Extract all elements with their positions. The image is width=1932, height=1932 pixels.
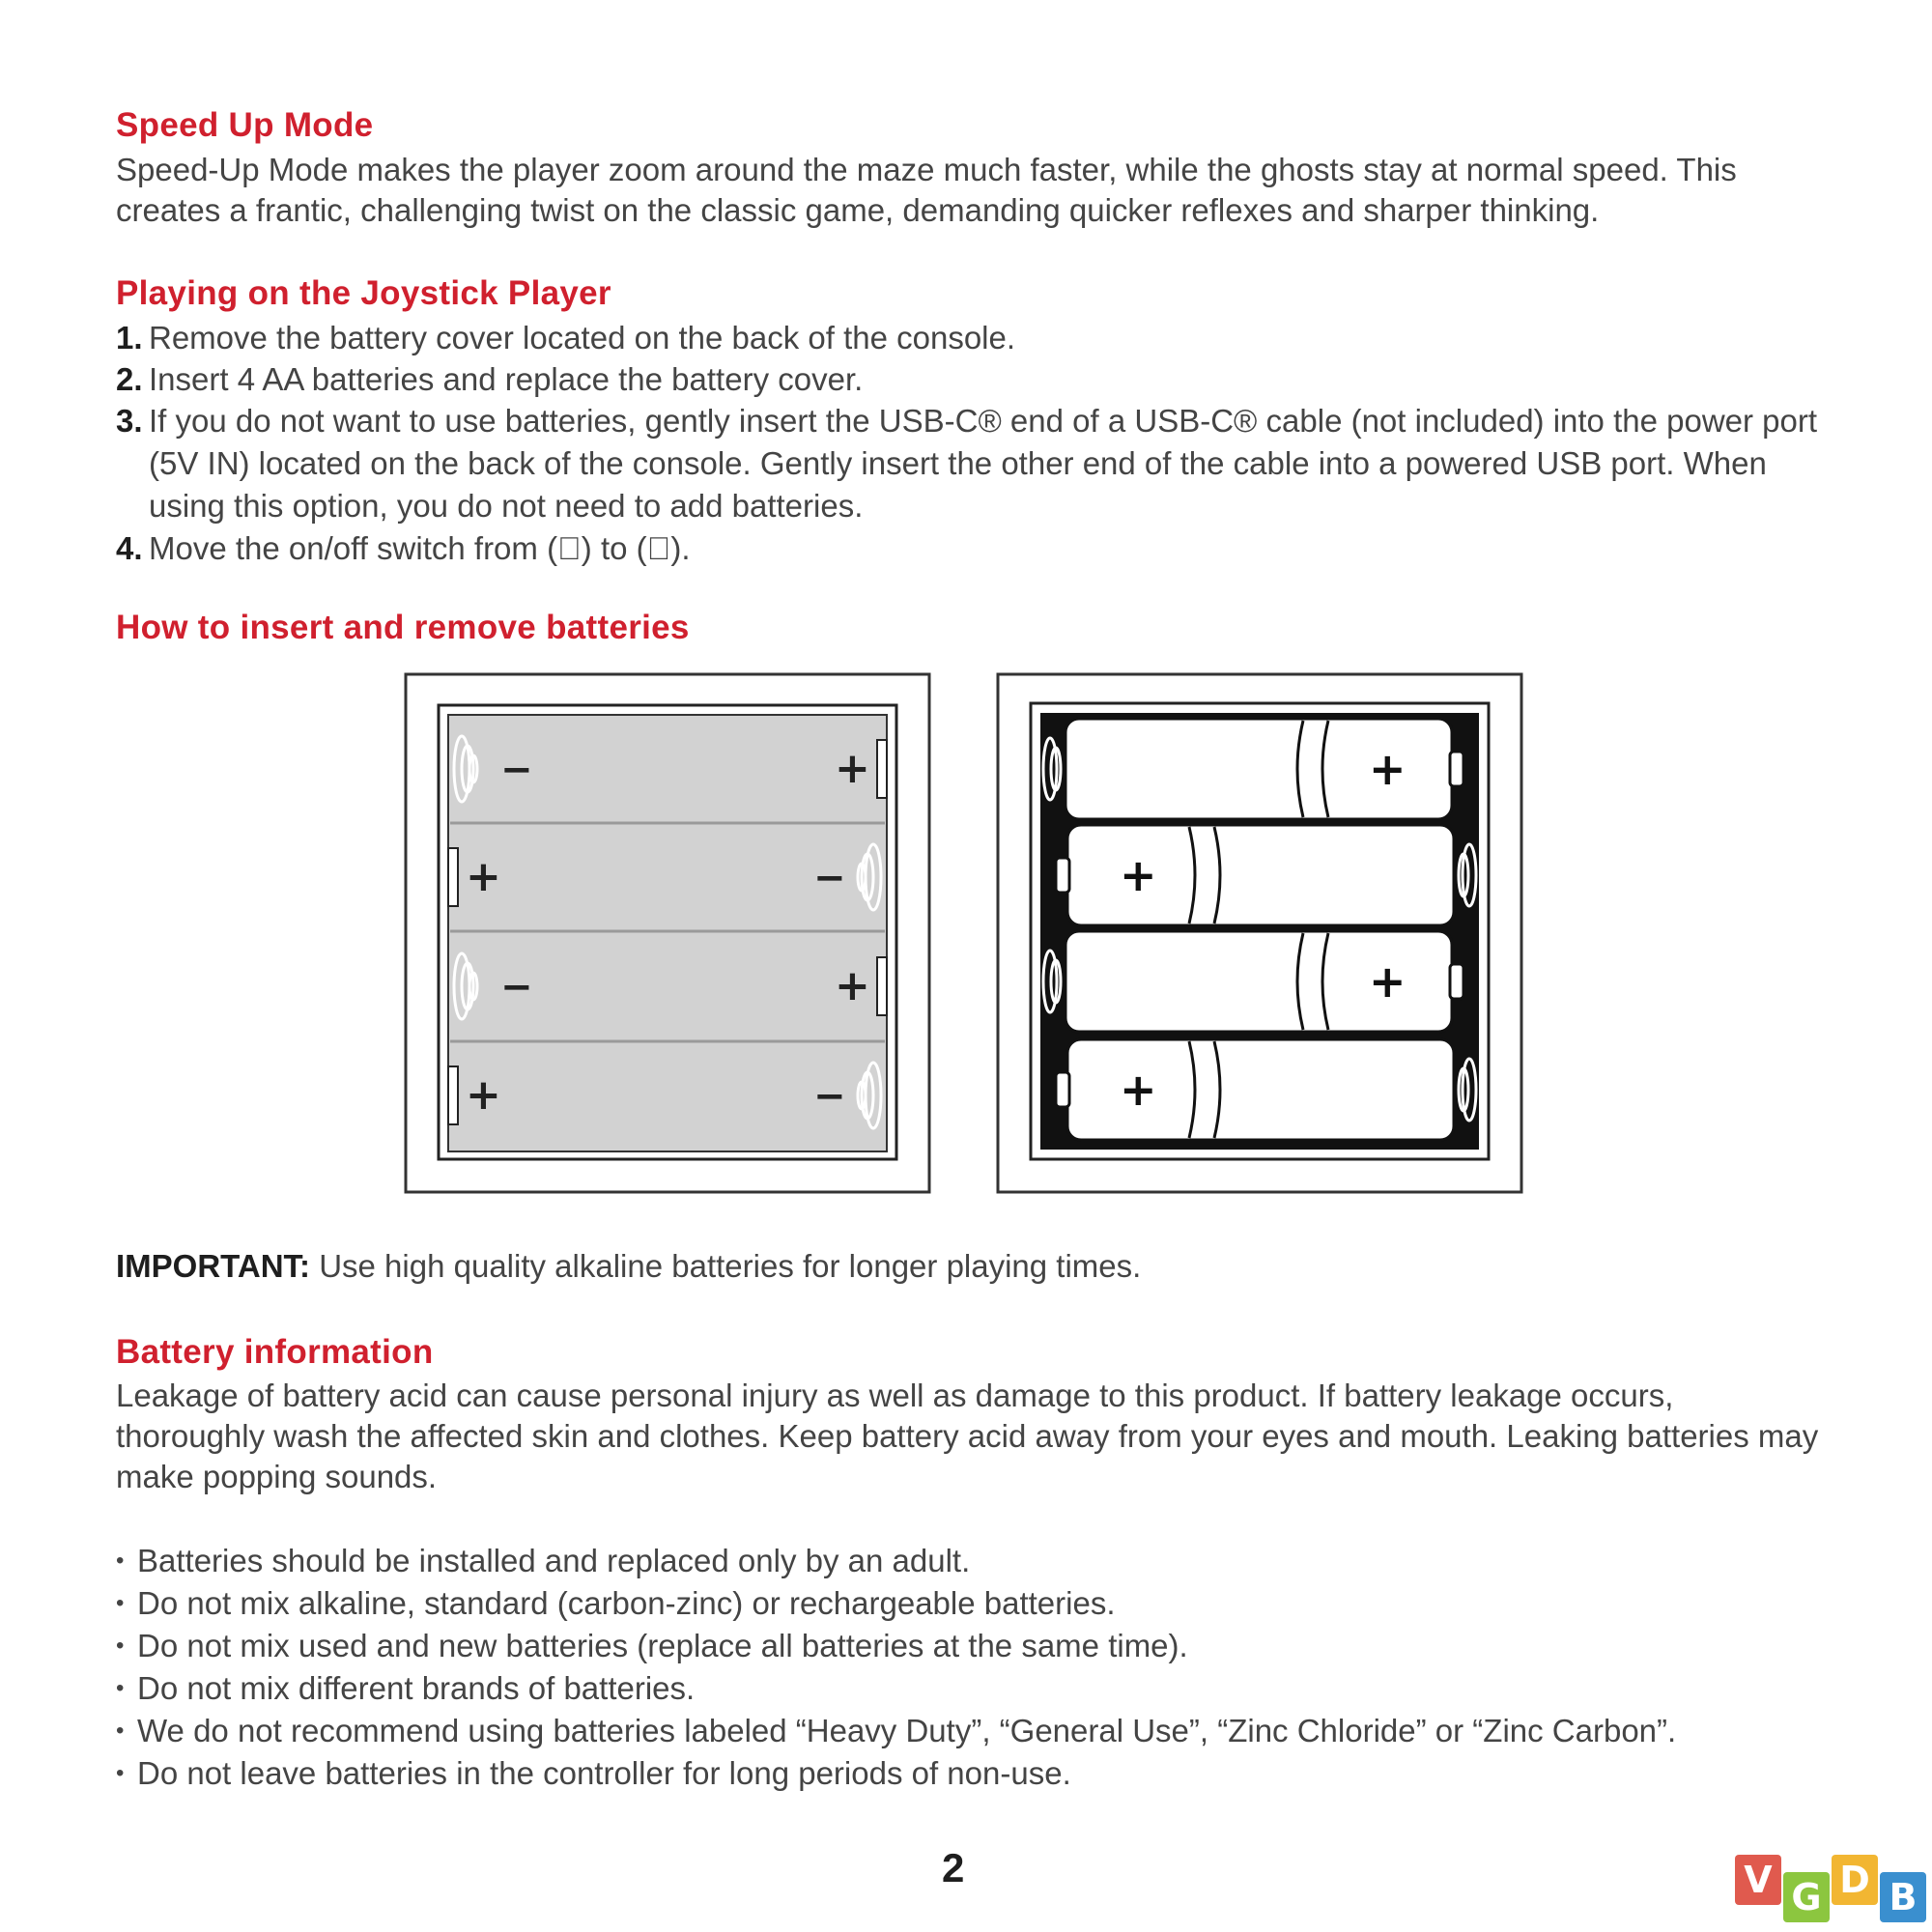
step-2 [116, 358, 1826, 400]
joystick-heading: Playing on the Joystick Player [116, 274, 611, 312]
logo-tile: B [1880, 1872, 1926, 1922]
step-text: Remove the battery cover located on the back of the console. [149, 320, 1016, 355]
important-note [116, 1248, 1141, 1285]
important-text: Use high quality alkaline batteries for longer playing times. [310, 1248, 1142, 1284]
minus-sign: − [500, 748, 533, 792]
step-number: 3. [116, 403, 143, 439]
minus-sign: − [813, 1074, 846, 1119]
battery-rules-list [116, 1540, 1845, 1795]
step-text: If you do not want to use batteries, gently insert the USB-C® end of a USB-C® cable (not included) into the power port (5V IN) located on the back of the console. Gently insert the other end of the cable into a powered USB port. When using this option, you do not need to add batteries. [149, 403, 1818, 524]
step-number: 1. [116, 320, 143, 355]
plus-sign: + [466, 1070, 501, 1120]
installed-batteries-diagram [996, 672, 1523, 1194]
batteries-heading: How to insert and remove batteries [116, 609, 690, 646]
flat-contact-icon [448, 848, 458, 906]
step-1 [116, 317, 1826, 358]
speed-up-heading: Speed Up Mode [116, 106, 374, 144]
setup-steps [116, 317, 1826, 569]
page-number: 2 [942, 1845, 965, 1890]
step-number: 4. [116, 530, 143, 566]
empty-battery-compartment-diagram [404, 672, 931, 1194]
aa-battery [1065, 931, 1463, 1032]
minus-sign: − [500, 965, 533, 1009]
flat-contact-icon [448, 1066, 458, 1124]
plus-sign: + [1120, 1064, 1157, 1116]
list-item: • Do not mix used and new batteries (replace all batteries at the same time). [116, 1625, 1845, 1667]
logo-tile: G [1783, 1872, 1830, 1922]
list-item: • Do not leave batteries in the controller for long periods of non-use. [116, 1752, 1845, 1795]
plus-sign: + [835, 961, 870, 1010]
battery-info-description: Leakage of battery acid can cause personal injury as well as damage to this product. If battery leakage occurs, thoroughly wash the affected skin and clothes. Keep battery acid away from your eyes and mouth. Leaking batteries may make popping sounds. [116, 1378, 1819, 1494]
aa-battery [1065, 719, 1463, 819]
step-4 [116, 527, 1826, 569]
plus-sign: + [1369, 955, 1406, 1008]
plus-sign: + [835, 744, 870, 793]
plus-sign: + [1120, 849, 1157, 901]
aa-battery [1056, 825, 1454, 925]
step-3 [116, 400, 1826, 527]
flat-contact-icon [877, 740, 887, 798]
plus-sign: + [1369, 743, 1406, 795]
step-text: Insert 4 AA batteries and replace the battery cover. [149, 361, 864, 397]
list-item: • Batteries should be installed and replaced only by an adult. [116, 1540, 1845, 1582]
minus-sign: − [813, 856, 846, 900]
vgdb-logo [1735, 1855, 1932, 1932]
step-number: 2. [116, 361, 143, 397]
plus-sign: + [466, 852, 501, 901]
logo-tile: V [1735, 1855, 1781, 1905]
flat-contact-icon [877, 957, 887, 1015]
list-item: • We do not recommend using batteries labeled “Heavy Duty”, “General Use”, “Zinc Chloride” or “Zinc Carbon”. [116, 1710, 1845, 1752]
aa-battery [1056, 1039, 1454, 1140]
logo-tile: D [1832, 1855, 1878, 1905]
list-item: • Do not mix different brands of batteries. [116, 1667, 1845, 1710]
important-label: IMPORTANT: [116, 1248, 311, 1284]
speed-up-description: Speed-Up Mode makes the player zoom around the maze much faster, while the ghosts stay at normal speed. This creates a frantic, challenging twist on the classic game, demanding quicker reflexes and sharper thinking. [116, 152, 1737, 228]
battery-info-heading: Battery information [116, 1333, 434, 1371]
list-item: • Do not mix alkaline, standard (carbon-zinc) or rechargeable batteries. [116, 1582, 1845, 1625]
step-text: Move the on/off switch from (⃠) to (⏻). [149, 530, 691, 566]
